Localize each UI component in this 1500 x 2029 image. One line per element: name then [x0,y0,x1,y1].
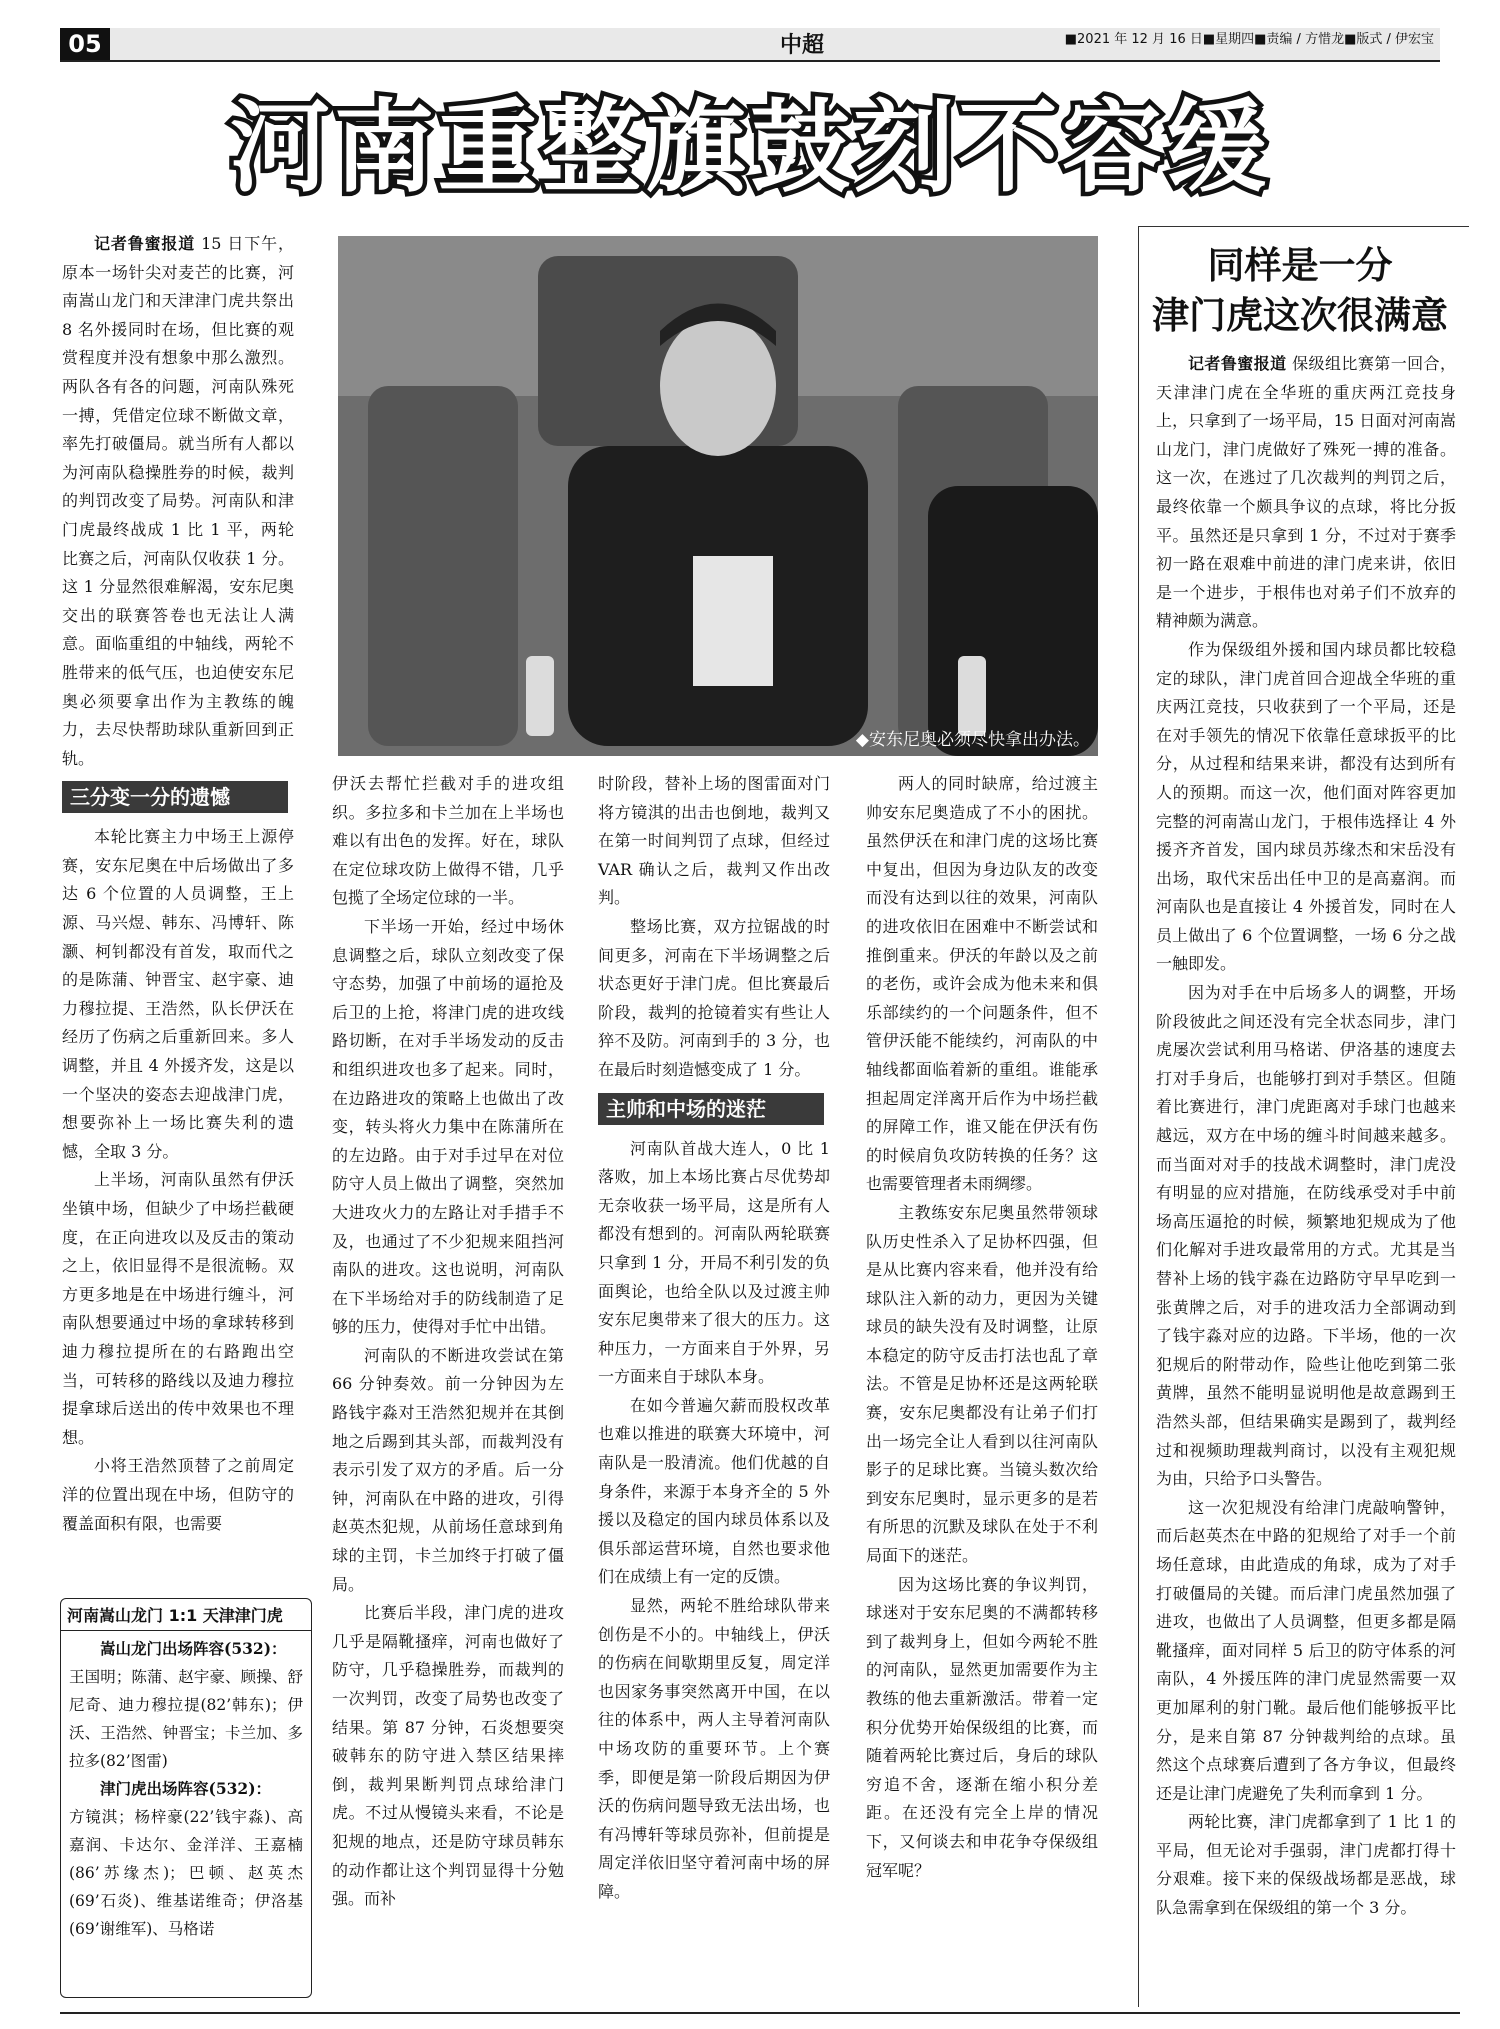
paragraph: 整场比赛，双方拉锯战的时间更多，河南在下半场调整之后状态更好于津门虎。但比赛最后阶段，裁判的抢镜着实有些让人猝不及防。河南到手的 3 分，也在最后时刻造憾变成了 1 分。 [598,916,830,1079]
paragraph: 因为这场比赛的争议判罚，球迷对于安东尼奥的不满都转移到了裁判身上，但如今两轮不胜的河南队，显然更加需要作为主教练的他去重新激活。带着一定积分优势开始保级组的比赛，而随着两轮比赛过后，身后的球队穷追不舍，逐渐在缩小积分差距。在还没有完全上岸的情况下，又何谈去和申花争夺保级组冠军呢？ [866,1574,1098,1880]
paragraph: 上半场，河南队虽然有伊沃坐镇中场，但缺少了中场拦截硬度，在正向进攻以及反击的策动之上，依旧显得不是很流畅。双方更多地是在中场进行缠斗，河南队想要通过中场的拿球转移到迪力穆拉提所在的右路跑出空当，可转移的路线以及迪力穆拉提拿球后送出的传中效果也不理想。 [62,1170,294,1447]
bottom-rule [60,2012,1460,2014]
news-photo [338,236,1098,756]
paragraph: 河南队首战大连人，0 比 1 落败，加上本场比赛占尽优势却无奈收获一场平局，这是所有人都没有想到的。河南队两轮联赛只拿到 1 分，开局不利引发的负面舆论，也给全队以及过渡主帅安东尼奥带来了很大的压力。这种压力，一方面来自于外界，另一方面来自于球队本身。 [598,1138,830,1387]
paragraph: 主教练安东尼奥虽然带领球队历史性杀入了足协杯四强，但是从比赛内容来看，他并没有给球队注入新的动力，更因为关键球员的缺失没有及时调整，让原本稳定的防守反击打法也乱了章法。不管是足协杯还是这两轮联赛，安东尼奥都没有让弟子们打出一场完全让人看到以往河南队影子的足球比赛。当镜头数次给到安东尼奥时，显示更多的是若有所思的沉默及球队在处于不利局面下的迷茫。 [866,1202,1098,1566]
page-number: 05 [60,28,110,60]
paragraph: 在如今普遍欠薪而股权改革也难以推进的联赛大环境中，河南队是一股清流。他们优越的自身条件，来源于本身齐全的 5 外援以及稳定的国内球员体系以及俱乐部运营环境，自然也要求他们在成绩上有一定的反馈。 [598,1395,830,1587]
paragraph: 作为保级组外援和国内球员都比较稳定的球队，津门虎首回合迎战全华班的重庆两江竞技，只收获到了一个平局，还是在对手领先的情况下依靠任意球扳平的比分，从过程和结果来讲，都没有达到所有人的预期。而这一次，他们面对阵容更加完整的河南嵩山龙门，于根伟选择让 4 外援齐齐首发，国内球员苏缘杰和宋岳没有出场，取代宋岳出任中卫的是高嘉润。而河南队也是直接让 4 外援首发，同时在人员上做出了 6 个位置调整，一场 6 分之战一触即发。 [1156,639,1456,974]
lineup-title-tianjin: 津门虎出场阵容(532)： [100,1779,272,1798]
sidebar-lead [1156,350,1456,636]
lineup-henan: 王国明；陈蒲、赵宇豪、顾操、舒尼奇、迪力穆拉提(82’韩东)；伊沃、王浩然、钟晋宝；卡兰加、多拉多(82’图雷) [69,1668,303,1770]
lineup-score: 河南嵩山龙门 1:1 天津津门虎 [61,1599,311,1631]
article-column-1 [62,230,294,1538]
sidebar-title-line1: 同样是一分 [1207,243,1393,287]
subhead-1: 三分变一分的遗憾 [62,781,288,813]
sidebar-title-line2: 津门虎这次很满意 [1152,293,1448,337]
lead-paragraph [62,230,294,773]
paragraph: 这一次犯规没有给津门虎敲响警钟，而后赵英杰在中路的犯规给了对手一个前场任意球，由此造成的角球，成为了对手打破僵局的关键。而后津门虎虽然加强了进攻，也做出了人员调整，但更多都是隔靴搔痒，面对同样 5 后卫的防守体系的河南队，4 外援压阵的津门虎显然需要一双更加犀利的射门靴。最后他们能够扳平比分，是来自第 87 分钟裁判给的点球。虽然这个点球赛后遭到了各方争议，但最终还是让津门虎避免了失利而拿到 1 分。 [1156,1497,1456,1803]
sidebar-article [1156,350,1456,1923]
paragraph: 下半场一开始，经过中场休息调整之后，球队立刻改变了保守态势，加强了中前场的逼抢及后卫的上抢，将津门虎的进攻线路切断，在对手半场发动的反击和组织进攻也多了起来。同时，在边路进攻的策略上也做出了改变，转头将火力集中在陈蒲所在的左边路。由于对手过早在对位防守人员上做出了调整，突然加大进攻火力的左路让对手措手不及，也通过了不少犯规来阻挡河南队的进攻。这也说明，河南队在下半场给对手的防线制造了足够的压力，使得对手忙中出错。 [332,916,564,1337]
main-headline: 河南重整旗鼓刻不容缓 [230,89,1270,206]
sidebar-byline: 记者鲁蜜报道 [1188,354,1287,373]
paragraph: 本轮比赛主力中场王上源停赛，安东尼奥在中后场做出了多达 6 个位置的人员调整，王上源、马兴煜、韩东、冯博轩、陈灏、柯钊都没有首发，取而代之的是陈蒲、钟晋宝、赵宇豪、迪力穆拉提、王浩然，队长伊沃在经历了伤病之后重新回来。多人调整，并且 4 外援齐发，这是以一个坚决的姿态去迎战津门虎，想要弥补上一场比赛失利的遗憾，全取 3 分。 [62,827,294,1161]
paragraph: 时阶段，替补上场的图雷面对门将方镜淇的出击也倒地，裁判又在第一时间判罚了点球，但经过 VAR 确认之后，裁判又作出改判。 [598,774,830,908]
paragraph: 两轮比赛，津门虎都拿到了 1 比 1 的平局，但无论对手强弱，津门虎都打得十分艰难。接下来的保级战场都是恶战，球队急需拿到在保级组的第一个 3 分。 [1156,1812,1456,1918]
paragraph: 河南队的不断进攻尝试在第 66 分钟奏效。前一分钟因为左路钱宇淼对王浩然犯规并在其倒地之后踢到其头部，而裁判没有表示引发了双方的矛盾。后一分钟，河南队在中路的进攻，引得赵英杰犯规，从前场任意球到角球的主罚，卡兰加终于打破了僵局。 [332,1345,564,1594]
sidebar-lead-text: 保级组比赛第一回合，天津津门虎在全华班的重庆两江竞技身上，只拿到了一场平局，15 日面对河南嵩山龙门，津门虎做好了殊死一搏的准备。这一次，在逃过了几次裁判的判罚之后，最终依靠一个颇具争议的点球，将比分扳平。虽然还是只拿到 1 分，不过对于赛季初一路在艰难中前进的津门虎来讲，依旧是一个进步，于根伟也对弟子们不放弃的精神颇为满意。 [1156,354,1456,631]
byline: 记者鲁蜜报道 [94,234,196,253]
issue-meta: ■2021 年 12 月 16 日■星期四■责编 / 方惜龙■版式 / 伊宏宝 [1064,32,1434,47]
article-column-2 [332,770,564,1914]
sidebar-title [1150,240,1450,340]
paragraph: 因为对手在中后场多人的调整，开场阶段彼此之间还没有完全状态同步，津门虎屡次尝试利用马格诺、伊洛基的速度去打对手身后，也能够打到对手禁区。但随着比赛进行，津门虎距离对手球门也越来越远，双方在中场的缠斗时间越来越多。而当面对对手的技战术调整时，津门虎没有明显的应对措施，在防线承受对手中前场高压逼抢的时候，频繁地犯规成为了他们化解对手进攻最常用的方式。尤其是当替补上场的钱宇淼在边路防守早早吃到一张黄牌之后，对手的进攻活力全部调动到了钱宇淼对应的边路。下半场，他的一次犯规后的附带动作，险些让他吃到第二张黄牌，虽然不能明显说明他是故意踢到王浩然头部，但结果确实是踢到了，裁判经过和视频助理裁判商讨，以没有主观犯规为由，只给予口头警告。 [1156,983,1456,1489]
paragraph: 比赛后半段，津门虎的进攻几乎是隔靴搔痒，河南也做好了防守，几乎稳操胜券，而裁判的一次判罚，改变了局势也改变了结果。第 87 分钟，石炎想要突破韩东的防守进入禁区结果摔倒，裁判果断判罚点球给津门虎。不过从慢镜头来看，不论是犯规的地点，还是防守球员韩东的动作都让这个判罚显得十分勉强。而补 [332,1603,564,1909]
paragraph: 伊沃去帮忙拦截对手的进攻组织。多拉多和卡兰加在上半场也难以有出色的发挥。好在，球队在定位球攻防上做得不错，几乎包揽了全场定位球的一半。 [332,774,564,908]
lineup-box [60,1598,312,1998]
paragraph: 显然，两轮不胜给球队带来创伤是不小的。中轴线上，伊沃的伤病在间歇期里反复，周定洋也因家务事突然离开中国，在以往的体系中，两人主导着河南队中场攻防的重要环节。上个赛季，即便是第一阶段后期因为伊沃的伤病问题导致无法出场，也有冯博轩等球员弥补，但前提是周定洋依旧坚守着河南中场的屏障。 [598,1596,830,1901]
subhead-2: 主帅和中场的迷茫 [598,1093,824,1125]
lead-text: 15 日下午，原本一场针尖对麦芒的比赛，河南嵩山龙门和天津津门虎共祭出 8 名外援同时在场，但比赛的观赏程度并没有想象中那么激烈。两队各有各的问题，河南队殊死一搏，凭借定位球不断做文章，率先打破僵局。就当所有人都以为河南队稳操胜券的时候，裁判的判罚改变了局势。河南队和津门虎最终战成 1 比 1 平，两轮比赛之后，河南队仅收获 1 分。这 1 分显然很难解渴，安东尼奥交出的联赛答卷也无法让人满意。面临重组的中轴线，两轮不胜带来的低气压，也迫使安东尼奥必须要拿出作为主教练的魄力，去尽快帮助球队重新回到正轨。 [62,234,294,768]
lineup-tianjin: 方镜淇；杨梓豪(22’钱宇淼)、高嘉润、卡达尔、金洋洋、王嘉楠(86’苏缘杰)；巴顿、赵英杰(69’石炎)、维基诺维奇；伊洛基(69’谢维军)、马格诺 [69,1808,303,1938]
page-header-bar [60,28,1440,62]
lineup-title-henan: 嵩山龙门出场阵容(532)： [100,1639,287,1658]
paragraph: 两人的同时缺席，给过渡主帅安东尼奥造成了不小的困扰。虽然伊沃在和津门虎的这场比赛中复出，但因为身边队友的改变而没有达到以往的效果，河南队的进攻依旧在困难中不断尝试和推倒重来。伊沃的年龄以及之前的老伤，或许会成为他未来和俱乐部续约的一个问题条件，但不管伊沃能不能续约，河南队的中轴线都面临着新的重组。谁能承担起周定洋离开后作为中场拦截的屏障工作，谁又能在伊沃有伤的时候肩负攻防转换的任务？这也需要管理者未雨绸缪。 [866,774,1098,1194]
section-name: 中超 [780,33,825,58]
photo-caption: ◆安东尼奥必须尽快拿出办法。 [855,730,1090,750]
article-column-4 [866,770,1098,1885]
paragraph: 小将王浩然顶替了之前周定洋的位置出现在中场，但防守的覆盖面积有限，也需要 [62,1456,294,1533]
photo-illustration [338,236,1098,756]
article-column-3 [598,770,830,1907]
